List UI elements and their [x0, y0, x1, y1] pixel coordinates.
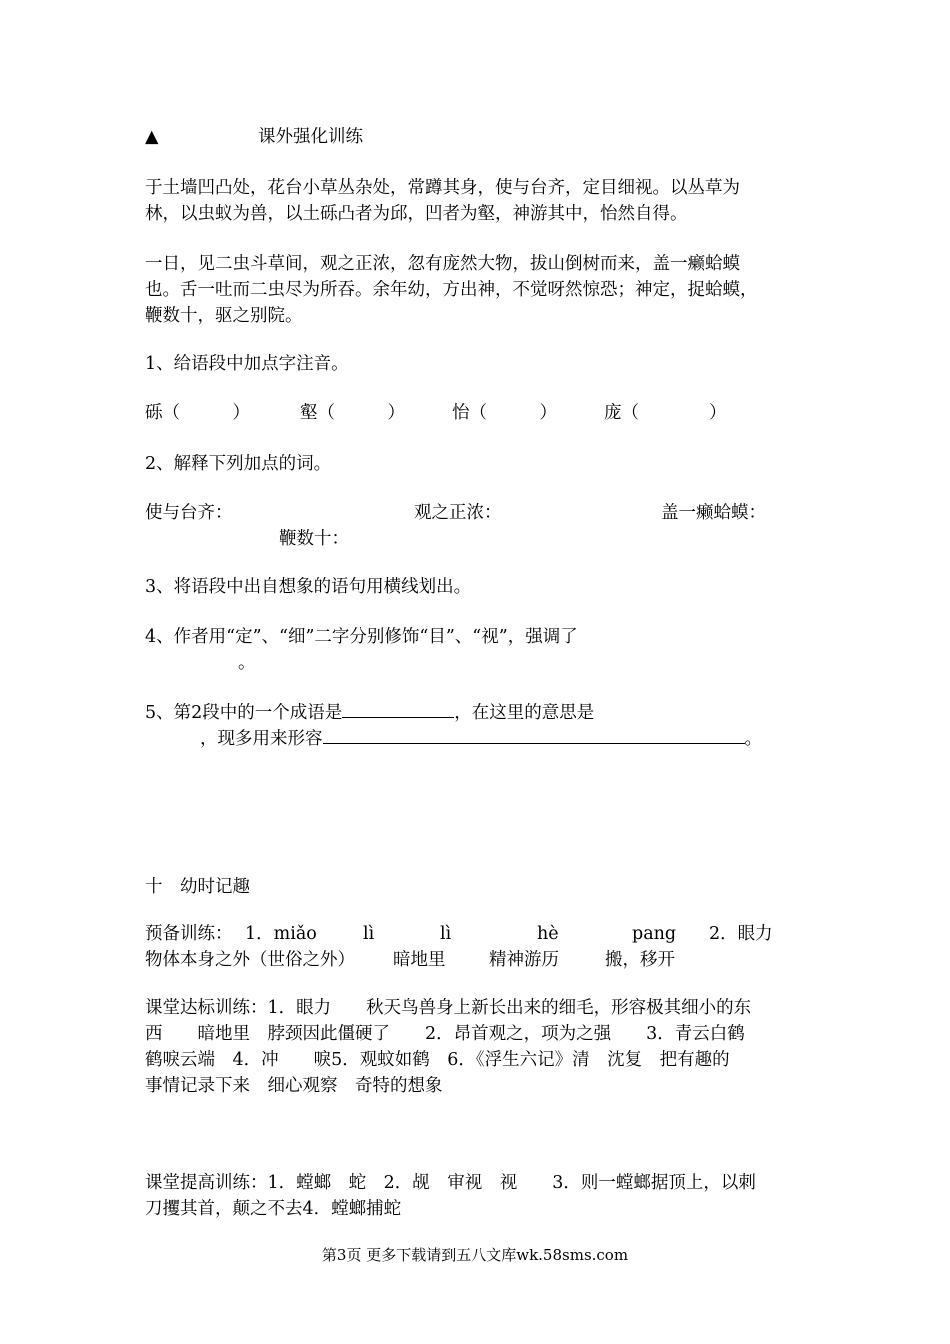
question-4: 4、作者用“定”、“细”二字分别修饰“目”、“视”，强调了 — [145, 627, 578, 647]
prep-answer: 暗地里 — [393, 950, 446, 970]
prep-answer: pang — [632, 924, 677, 944]
question-3: 3、将语段中出自想象的语句用横线划出。 — [145, 577, 472, 597]
q5-text: ，在这里的意思是 — [454, 703, 595, 723]
section-title: 课外强化训练 — [258, 127, 363, 147]
improve-answer-line: 刀攫其首，颠之不去4．螳螂捕蛇 — [145, 1199, 402, 1219]
class-answer-line: 课堂达标训练：1．眼力 秋天鸟兽身上新长出来的细毛，形容极其细小的东 — [145, 998, 752, 1018]
question-5 — [145, 699, 594, 726]
pinyin-item: 砾（ ） — [145, 403, 250, 423]
answer-section-title: 十 幼时记趣 — [145, 877, 250, 897]
word-item: 使与台齐： — [145, 503, 233, 523]
class-answer-line: 西 暗地里 脖颈因此僵硬了 2．昂首观之，项为之强 3．青云白鹤 — [145, 1024, 745, 1044]
passage-line: 也。舌一吐而二虫尽为所吞。余年幼，方出神，不觉呀然惊恐；神定，捉蛤蟆， — [145, 280, 758, 300]
prep-answer: 搬，移开 — [605, 950, 675, 970]
q5-text: 。 — [744, 729, 762, 749]
answer-blank[interactable] — [323, 725, 745, 744]
triangle-icon: ▲ — [145, 127, 159, 147]
passage-line: 一日，见二虫斗草间，观之正浓，忽有庞然大物，拔山倒树而来，盖一癞蛤蟆 — [145, 254, 740, 274]
pinyin-item: 怡（ ） — [452, 403, 557, 423]
passage-line: 鞭数十，驱之别院。 — [145, 306, 303, 326]
word-item: 鞭数十： — [279, 529, 349, 549]
prep-answer: lì — [363, 924, 375, 944]
prep-label: 预备训练： — [145, 924, 233, 944]
question-2: 2、解释下列加点的词。 — [145, 454, 332, 474]
improve-answer-line: 课堂提高训练：1．螳螂 蛇 2．觇 审视 视 3．则一螳螂据顶上，以刺 — [145, 1173, 756, 1193]
q5-text: ，现多用来形容 — [200, 729, 323, 749]
question-4-end: 。 — [238, 653, 256, 673]
passage-line: 林，以虫蚁为兽，以土砾凸者为邱，凹者为壑，神游其中，怡然自得。 — [145, 204, 688, 224]
prep-answer: hè — [537, 924, 559, 944]
prep-answer: 物体本身之外（世俗之外） — [145, 950, 355, 970]
question-5-line2 — [200, 725, 762, 752]
passage-line: 于土墙凹凸处，花台小草丛杂处，常蹲其身，使与台齐，定目细视。以丛草为 — [145, 178, 740, 198]
class-answer-line: 事情记录下来 细心观察 奇特的想象 — [145, 1076, 443, 1096]
pinyin-item: 壑（ ） — [300, 403, 405, 423]
answer-blank[interactable] — [342, 699, 454, 718]
class-answer-line: 鹤唳云端 4．冲 唳5．观蚊如鹤 6．《浮生六记》清 沈复 把有趣的 — [145, 1050, 730, 1070]
prep-answer: 2．眼力 — [709, 924, 773, 944]
page-footer: 第3页 更多下载请到五八文库wk.58sms.com — [321, 1246, 629, 1264]
prep-answer: 1．miǎo — [245, 924, 317, 944]
prep-answer: lì — [440, 924, 452, 944]
question-1: 1、给语段中加点字注音。 — [145, 354, 349, 374]
pinyin-item: 庞（ ） — [604, 403, 727, 423]
word-item: 观之正浓： — [414, 503, 502, 523]
q5-text: 5、第2段中的一个成语是 — [145, 703, 343, 723]
word-item: 盖一癞蛤蟆： — [661, 503, 766, 523]
prep-answer: 精神游历 — [489, 950, 559, 970]
